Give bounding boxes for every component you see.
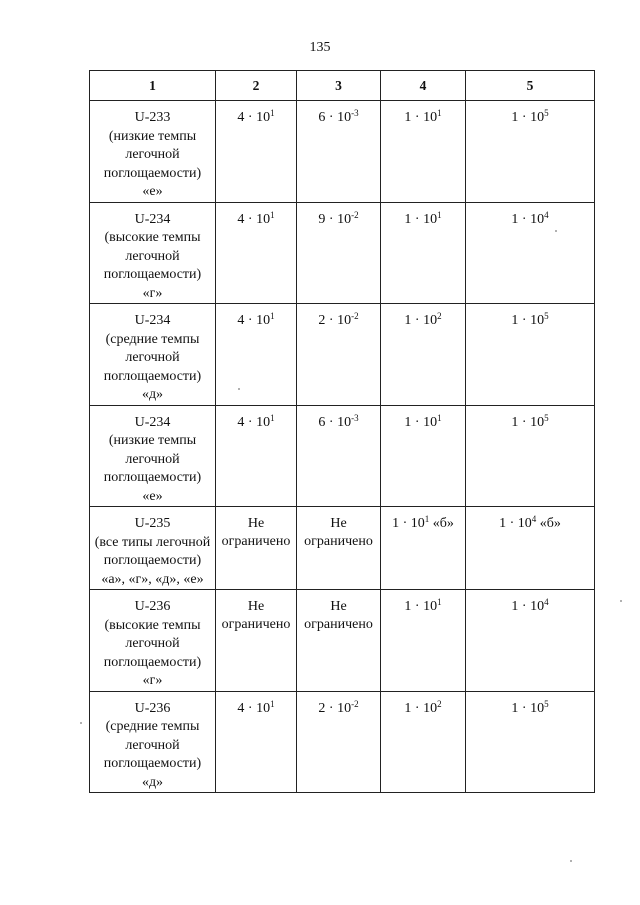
nuclide-line: «е» <box>142 184 163 199</box>
value-exponent: 2 <box>437 311 442 321</box>
value-text: Не <box>247 516 265 531</box>
value-cell-c2 <box>216 507 297 590</box>
value <box>216 101 296 127</box>
value <box>466 507 594 533</box>
scan-speck <box>620 600 622 602</box>
header-cell: 4 <box>381 71 466 101</box>
value-base: 1 · 10 <box>511 414 545 430</box>
value <box>216 406 296 432</box>
value-base: 6 · 10 <box>318 110 352 125</box>
value-text: ограничено <box>221 617 291 632</box>
value <box>216 590 296 634</box>
nuclide-line: поглощаемости) <box>103 470 202 485</box>
nuclide-cell <box>90 507 216 590</box>
value-cell-c3 <box>297 507 381 590</box>
value-cell-c3 <box>297 101 381 203</box>
value-exponent: 4 <box>544 209 549 220</box>
value-base: 1 · 10 <box>511 313 545 328</box>
value-cell-c5 <box>466 691 595 793</box>
value-exponent: 5 <box>544 412 549 423</box>
value-exponent: 1 <box>437 412 442 423</box>
value-exponent: 1 <box>270 108 275 118</box>
value <box>381 406 465 432</box>
value-text: ограничено <box>221 534 291 549</box>
value-cell-c5 <box>466 202 595 304</box>
nuclide-line: легочной <box>125 350 180 365</box>
value <box>216 304 296 330</box>
value-exponent: -3 <box>351 412 359 423</box>
value-cell-c4 <box>381 691 466 793</box>
value-cell-c5 <box>466 405 595 507</box>
value-base: 4 · 10 <box>237 313 271 328</box>
nuclide-label <box>90 406 215 507</box>
value-base: 1 · 10 <box>511 700 545 716</box>
value-cell-c4 <box>381 405 466 507</box>
nuclide-line: U-233 <box>134 110 171 125</box>
nuclide-line: (средние темпы <box>105 331 200 347</box>
nuclide-line: легочной <box>125 248 180 264</box>
nuclide-line: U-234 <box>134 313 171 328</box>
value <box>381 203 465 229</box>
value-exponent: -2 <box>351 209 359 220</box>
nuclide-label <box>90 692 215 793</box>
value-base: 9 · 10 <box>318 211 352 227</box>
value <box>466 304 594 330</box>
table-row <box>90 405 595 507</box>
value-base: 1 · 10 <box>404 313 438 328</box>
value-cell-c2 <box>216 304 297 406</box>
table-row <box>90 691 595 793</box>
nuclide-cell <box>90 691 216 793</box>
value-cell-c2 <box>216 691 297 793</box>
nuclide-label <box>90 507 215 589</box>
value-base: 4 · 10 <box>237 110 271 125</box>
value-cell-c4 <box>381 101 466 203</box>
value-exponent: 4 <box>544 597 549 607</box>
value-exponent: 5 <box>544 698 549 709</box>
value <box>297 101 380 127</box>
value <box>216 203 296 229</box>
table-row <box>90 101 595 203</box>
value-base: 1 · 10 <box>404 599 438 614</box>
value-cell-c4 <box>381 202 466 304</box>
nuclide-line: U-234 <box>134 414 171 430</box>
table-row <box>90 507 595 590</box>
value-exponent: -2 <box>351 698 359 709</box>
value-text: ограничено <box>304 534 373 549</box>
value <box>381 304 465 330</box>
value-cell-c5 <box>466 590 595 692</box>
value-cell-c5 <box>466 101 595 203</box>
nuclide-line: (все типы легочной <box>94 534 211 550</box>
value <box>216 507 296 551</box>
nuclide-line: (низкие темпы <box>108 128 197 144</box>
nuclide-label <box>90 101 215 202</box>
value-base: 2 · 10 <box>318 700 352 716</box>
nuclide-cell <box>90 405 216 507</box>
nuclide-cell <box>90 101 216 203</box>
value <box>297 692 380 718</box>
nuclide-line: (высокие темпы <box>104 230 201 245</box>
scan-speck <box>238 388 240 390</box>
nuclide-line: легочной <box>125 737 180 753</box>
value <box>381 590 465 616</box>
nuclide-line: U-235 <box>134 516 171 531</box>
value-cell-c2 <box>216 405 297 507</box>
value-base: 1 · 10 <box>404 211 438 227</box>
value <box>297 590 380 634</box>
value <box>466 692 594 718</box>
nuclide-line: «г» <box>142 285 163 301</box>
value-cell-c5 <box>466 304 595 406</box>
nuclide-cell <box>90 304 216 406</box>
nuclide-line: (низкие темпы <box>108 433 197 448</box>
nuclide-label <box>90 590 215 691</box>
nuclide-line: «е» <box>142 488 163 504</box>
value-text: ограничено <box>304 617 373 632</box>
value-exponent: 5 <box>544 311 549 321</box>
value-text: Не <box>330 599 347 614</box>
value-base: 4 · 10 <box>237 211 271 227</box>
value <box>466 406 594 432</box>
table-body <box>90 101 595 793</box>
nuclide-line: поглощаемости) <box>103 654 202 670</box>
value-exponent: -2 <box>351 311 359 321</box>
value-cell-c3 <box>297 405 381 507</box>
value-base: 1 · 10 <box>404 700 438 716</box>
scan-speck <box>80 722 82 724</box>
data-table <box>89 70 595 793</box>
value-exponent: 2 <box>437 698 442 709</box>
value-cell-c3 <box>297 691 381 793</box>
nuclide-line: легочной <box>125 636 180 651</box>
nuclide-line: легочной <box>125 451 180 467</box>
nuclide-line: (высокие темпы <box>104 617 201 633</box>
value <box>466 590 594 616</box>
value-base: 1 · 10 <box>404 414 438 430</box>
value-text: Не <box>247 599 265 614</box>
nuclide-cell <box>90 590 216 692</box>
value-exponent: 1 <box>270 311 275 321</box>
value-exponent: 1 <box>270 209 275 220</box>
nuclide-line: U-236 <box>134 599 171 614</box>
value <box>297 304 380 330</box>
value-base: 4 · 10 <box>237 700 271 716</box>
value <box>297 406 380 432</box>
value-exponent: 1 <box>437 597 442 607</box>
value-cell-c3 <box>297 202 381 304</box>
value <box>297 203 380 229</box>
value <box>466 203 594 229</box>
scan-speck <box>570 860 572 862</box>
value-base: 1 · 10 <box>511 110 545 125</box>
nuclide-line: (средние темпы <box>105 719 200 734</box>
page-number: 135 <box>309 40 331 55</box>
nuclide-label <box>90 203 215 304</box>
nuclide-line: поглощаемости) <box>103 368 202 384</box>
value-base: 1 · 10 <box>499 516 532 531</box>
value-exponent: 4 <box>531 514 537 524</box>
header-cell: 1 <box>90 71 216 101</box>
value-cell-c4 <box>381 507 466 590</box>
value-base: 1 · 10 <box>511 599 545 614</box>
value-cell-c2 <box>216 101 297 203</box>
value-text: Не <box>330 516 347 531</box>
header-cell: 2 <box>216 71 297 101</box>
value <box>297 507 380 551</box>
value <box>381 507 465 533</box>
nuclide-line: «г» <box>142 673 163 688</box>
nuclide-line: «а», «г», «д», «е» <box>101 571 204 587</box>
nuclide-line: «д» <box>141 387 164 402</box>
value-base: 6 · 10 <box>318 414 352 430</box>
nuclide-line: U-234 <box>134 211 171 227</box>
header-cell: 3 <box>297 71 381 101</box>
value-base: 4 · 10 <box>237 414 271 430</box>
value <box>466 101 594 127</box>
value-exponent: 5 <box>544 108 549 118</box>
nuclide-line: «д» <box>141 774 164 790</box>
table-row <box>90 304 595 406</box>
value <box>381 692 465 718</box>
value <box>216 692 296 718</box>
value-cell-c5 <box>466 507 595 590</box>
value-exponent: 1 <box>424 514 430 524</box>
table-row <box>90 202 595 304</box>
value-exponent: 1 <box>437 209 442 220</box>
nuclide-line: U-236 <box>134 700 171 716</box>
value-base: 1 · 10 <box>511 211 545 227</box>
nuclide-label <box>90 304 215 405</box>
value-base: 1 · 10 <box>392 516 425 531</box>
value-exponent: 1 <box>270 698 275 709</box>
value-suffix: «б» <box>429 516 454 531</box>
value-base: 2 · 10 <box>318 313 352 328</box>
scan-speck <box>555 230 557 232</box>
header-cell: 5 <box>466 71 595 101</box>
table-row <box>90 590 595 692</box>
nuclide-cell <box>90 202 216 304</box>
value-exponent: 1 <box>437 108 442 118</box>
value-cell-c4 <box>381 304 466 406</box>
value-exponent: 1 <box>270 412 275 423</box>
nuclide-line: легочной <box>125 147 180 162</box>
value-cell-c4 <box>381 590 466 692</box>
nuclide-line: поглощаемости) <box>103 165 202 181</box>
value-cell-c3 <box>297 304 381 406</box>
value-cell-c3 <box>297 590 381 692</box>
value-suffix: «б» <box>536 516 561 531</box>
value <box>381 101 465 127</box>
nuclide-line: поглощаемости) <box>103 756 202 771</box>
value-cell-c2 <box>216 590 297 692</box>
value-cell-c2 <box>216 202 297 304</box>
nuclide-line: поглощаемости) <box>103 553 202 568</box>
nuclide-line: поглощаемости) <box>103 267 202 282</box>
value-base: 1 · 10 <box>404 110 438 125</box>
value-exponent: -3 <box>351 108 359 118</box>
header-row <box>90 71 595 101</box>
